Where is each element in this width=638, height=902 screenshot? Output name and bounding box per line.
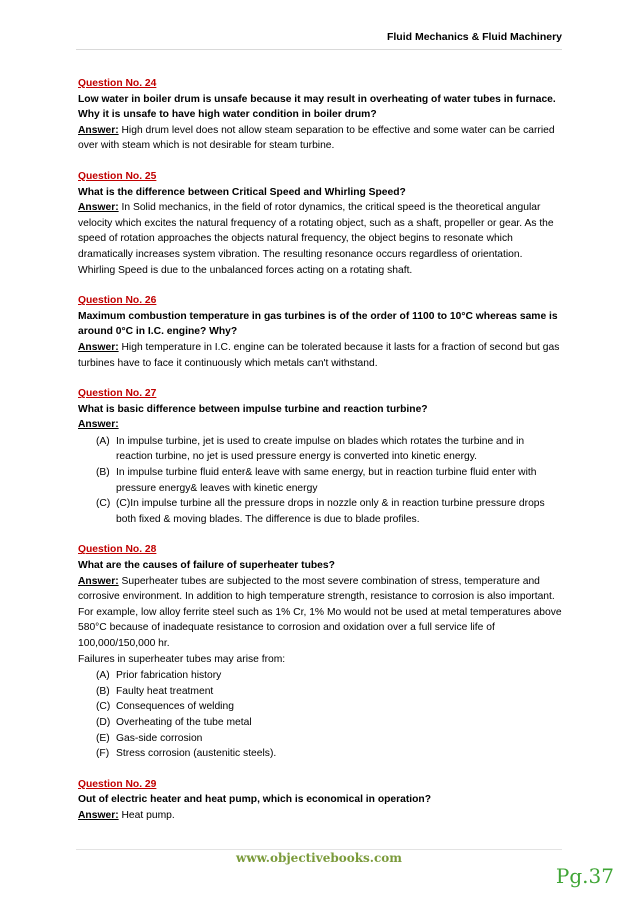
question-text: Out of electric heater and heat pump, which is economical in operation? xyxy=(78,794,432,806)
answer-label: Answer: xyxy=(78,575,119,587)
list-letter: (D) xyxy=(96,716,111,728)
page-content xyxy=(78,76,562,839)
list-item xyxy=(96,434,562,465)
answer xyxy=(78,123,562,154)
answer xyxy=(78,574,562,652)
question-text: Maximum combustion temperature in gas turbines is of the order of 1100 to 10°C whereas same is around 0°C in I.C. engine? Why? xyxy=(78,310,558,338)
page-number: Pg.37 xyxy=(555,864,614,888)
list-item xyxy=(96,731,562,747)
question-27 xyxy=(78,386,562,527)
list-text: (C)In impulse turbine all the pressure drops in nozzle only & in reaction turbine pressure drops both fixed & moving blades. The difference is due to blade profiles. xyxy=(116,498,545,525)
list-text: Stress corrosion (austenitic steels). xyxy=(116,748,277,760)
question-29 xyxy=(78,777,562,824)
answer-text: High drum level does not allow steam separation to be effective and some water can be carried over with steam which is not desirable for steam turbine. xyxy=(78,124,555,152)
question-text: What is the difference between Critical Speed and Whirling Speed? xyxy=(78,186,406,198)
question-28 xyxy=(78,542,562,761)
list-intro: Failures in superheater tubes may arise from: xyxy=(78,653,286,665)
question-number: Question No. 24 xyxy=(78,78,157,89)
list-text: Consequences of welding xyxy=(116,701,234,713)
question-text: Low water in boiler drum is unsafe because it may result in overheating of water tubes in furnace. Why it is unsafe to have high water condition in boiler drum? xyxy=(78,93,556,121)
answer xyxy=(78,808,562,824)
list-letter: (B) xyxy=(96,467,110,479)
list-item xyxy=(96,746,562,762)
list-text: In impulse turbine fluid enter& leave with same energy, but in reaction turbine fluid enter with pressure energy& leaves with kinetic energy xyxy=(116,467,537,494)
question-text: What are the causes of failure of superheater tubes? xyxy=(78,560,335,572)
list-letter: (F) xyxy=(96,748,110,760)
question-24 xyxy=(78,76,562,154)
answer-label: Answer: xyxy=(78,341,119,353)
question-number: Question No. 26 xyxy=(78,295,157,307)
header-divider xyxy=(76,49,562,50)
question-number: Question No. 25 xyxy=(78,170,157,182)
answer-text: Superheater tubes are subjected to the most severe combination of stress, temperature and corrosive environment. In addition to high temperature strength, resistance to corrosion is also important. For example, low alloy ferrite steel such as 1% Cr, 1% Mo would not be used at metal temperatures above 580°C because of inadequate resistance to corrosion and oxidation over a full service life of 100,000/150,000 hr. xyxy=(78,575,562,649)
answer xyxy=(78,200,562,278)
answer-text: In Solid mechanics, in the field of rotor dynamics, the critical speed is the theoretical angular velocity which excites the natural frequency of a rotating object, such as a shaft, propeller or gear. As the speed of rotation approaches the objects natural frequency, the object begins to resonate which dramatically increases system vibration. The resulting resonance occurs regardless of orientation. Whirling Speed is due to the unbalanced forces acting on a rotating shaft. xyxy=(78,202,554,276)
list-text: Gas-side corrosion xyxy=(116,732,203,744)
question-number: Question No. 27 xyxy=(78,388,157,400)
answer-label: Answer: xyxy=(78,809,119,821)
list-letter: (A) xyxy=(96,435,110,447)
answer-label: Answer: xyxy=(78,202,119,214)
list-item xyxy=(96,496,562,527)
list-item xyxy=(96,699,562,715)
list-text: In impulse turbine, jet is used to create impulse on blades which rotates the turbine and in reaction turbine, no jet is used pressure energy is converted into kinetic energy. xyxy=(116,435,525,463)
list-item xyxy=(96,684,562,700)
website-link[interactable]: www.objectivebooks.com xyxy=(235,851,402,865)
list-letter: (C) xyxy=(96,498,111,510)
footer-divider xyxy=(76,849,562,850)
question-25 xyxy=(78,169,562,278)
list-text: Overheating of the tube metal xyxy=(116,716,252,728)
question-number: Question No. 29 xyxy=(78,778,157,790)
list-letter: (C) xyxy=(96,701,111,713)
question-26 xyxy=(78,293,562,371)
answer-text: High temperature in I.C. engine can be tolerated because it lasts for a fraction of second but gas turbines have to face it continuously which metals can't withstand. xyxy=(78,341,560,369)
answer-list xyxy=(96,434,562,528)
running-header: Fluid Mechanics & Fluid Machinery xyxy=(386,31,562,43)
failure-causes-list xyxy=(96,668,562,762)
list-text: Prior fabrication history xyxy=(116,670,222,682)
answer-label: Answer: xyxy=(78,124,119,136)
list-letter: (B) xyxy=(96,685,110,697)
list-item xyxy=(96,465,562,496)
list-letter: (E) xyxy=(96,732,110,744)
answer-text: Heat pump. xyxy=(121,809,175,821)
list-item xyxy=(96,715,562,731)
answer xyxy=(78,340,562,371)
question-number: Question No. 28 xyxy=(78,544,157,556)
list-letter: (A) xyxy=(96,670,110,682)
list-text: Faulty heat treatment xyxy=(116,685,214,697)
list-item xyxy=(96,668,562,684)
answer-label: Answer: xyxy=(78,419,119,431)
question-text: What is basic difference between impulse turbine and reaction turbine? xyxy=(78,403,428,415)
